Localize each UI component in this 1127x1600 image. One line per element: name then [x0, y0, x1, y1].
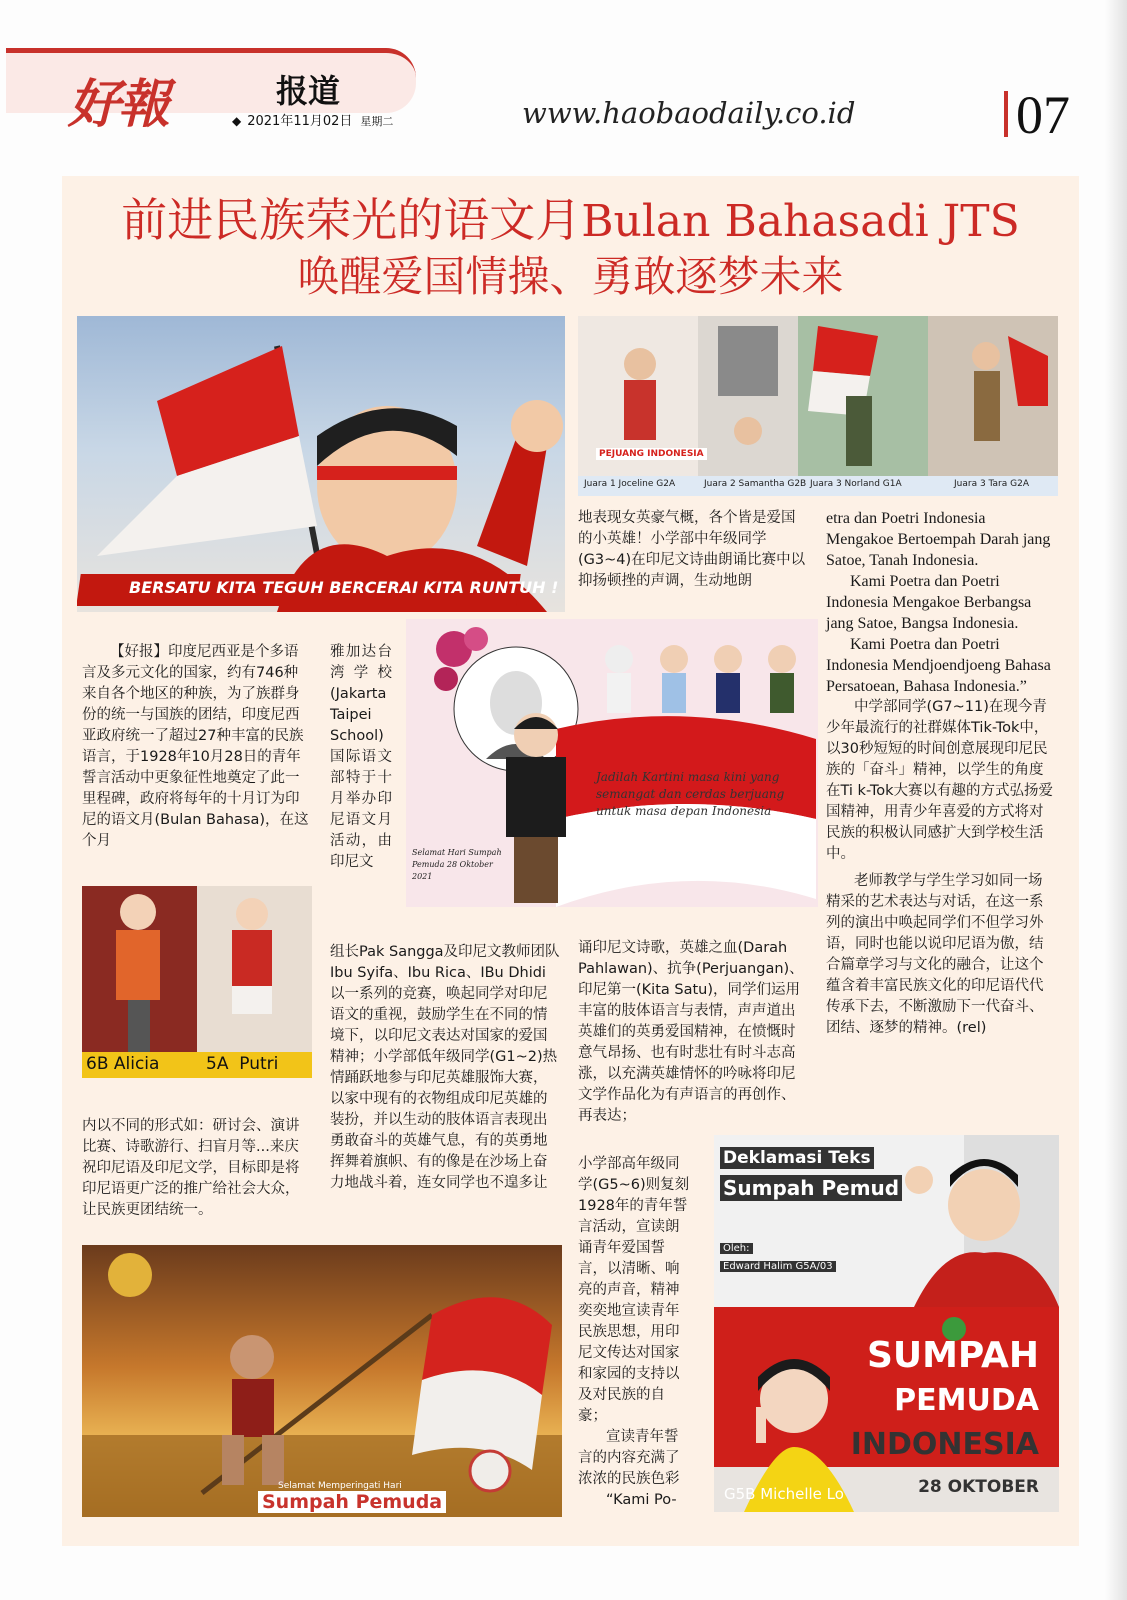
- text-col4: [826, 508, 1056, 1039]
- sumpah-name: G5B Michelle Lo: [724, 1485, 844, 1503]
- date-text: 2021年11月02日: [247, 114, 353, 129]
- field-big-text: Sumpah Pemuda: [258, 1491, 446, 1513]
- text-col3-mid: 诵印尼文诗歌，英雄之血(Darah Pahlawan)、抗争(Perjuangan)、印尼第一(Kita Satu)，同学们运用丰富的肢体语言与表情，声声道出英雄们的英勇爱国精神，在愤慨时意气昂扬、也有时悲壮有时斗志高涨，以充满英雄情怀的吟咏将印尼文学作品化为有声语言的再创作、再表达；: [578, 940, 804, 1124]
- sumpah-text-2: PEMUDA: [894, 1383, 1039, 1418]
- oath-line-1: etra dan Poetri Indonesia Mengakoe Bertoempah Darah jang Satoe, Tanah Indonesia.: [826, 510, 1051, 569]
- sumpah-date: 28 OKTOBER: [918, 1477, 1039, 1497]
- winner-label-3: Juara 3 Norland G1A: [810, 479, 902, 489]
- winners-illustration: [578, 316, 1058, 496]
- website-url[interactable]: www.haobaodaily.co.id: [522, 96, 856, 130]
- headline-latin: Bulan Bahasadi JTS: [581, 196, 1020, 247]
- page-number: [1004, 84, 1070, 146]
- sumpah-text-1: SUMPAH: [866, 1335, 1039, 1376]
- headline: [62, 184, 1079, 250]
- oath-line-2: Kami Poetra dan Poetri Indonesia Mengakoe Berbangsa jang Satoe, Bangsa Indonesia.: [826, 573, 1032, 632]
- sumpah-text-3: INDONESIA: [850, 1427, 1039, 1462]
- subheadline: 唤醒爱国情操、勇敢逐梦未来: [297, 252, 844, 301]
- field-small-text: Selamat Memperingati Hari: [278, 1481, 402, 1491]
- diamond-icon: ◆: [232, 114, 242, 128]
- page-number-bar: [1004, 91, 1008, 137]
- deklamasi-by: Edward Halim G5A/03: [720, 1261, 836, 1272]
- costumes-illustration: [82, 886, 312, 1078]
- photo-winners-collage: [578, 316, 1058, 496]
- winner-label-2: Juara 2 Samantha G2B: [704, 479, 807, 489]
- costume-caption-1: 6B Alicia: [86, 1054, 160, 1074]
- photo-hero-boy: [77, 316, 565, 612]
- text-col3-bottom-b: 宣读青年誓言的内容充满了浓浓的民族色彩: [578, 1429, 680, 1487]
- issue-date: [232, 110, 393, 129]
- text-col3-bottom: [578, 1154, 692, 1511]
- hero-banner-text: BERSATU KITA TEGUH BERCERAI KITA RUNTUH !: [129, 578, 559, 597]
- section-title: 报道: [276, 72, 341, 110]
- photo-costumes: [82, 886, 312, 1078]
- deklamasi-title-1: Deklamasi Teks: [720, 1147, 874, 1169]
- text-col4-para2: 老师教学与学生学习如同一场精采的艺术表达与对话，在这一系列的演出中唤起同学们不但学习外语，同时也能以说印尼语为傲，结合篇章学习与文化的融合，让这个蕴含着丰富民族文化的印尼语代代传承下去，不断激励下一代奋斗、团结、逐梦的精神。(rel): [826, 873, 1044, 1036]
- text-col2-narrow: 雅加达台湾学校(Jakarta Taipei School)国际语文部特于十月举办印尼语文月活动，由印尼文: [330, 644, 392, 870]
- text-col3-bottom-c: “Kami Po-: [606, 1492, 677, 1508]
- hero-illustration: [77, 316, 565, 612]
- text-col1-closing: 内以不同的形式如：研讨会、演讲比赛、诗歌游行、扫盲月等...来庆祝印尼语及印尼文学，目标即是将印尼语更广泛的推广给社会大众，让民族更团结统一。: [82, 1118, 300, 1218]
- page-edge-shadow: [1105, 0, 1127, 1600]
- newspaper-logo: 好報: [68, 74, 169, 135]
- kartini-greeting: Selamat Hari Sumpah Pemuda 28 Oktober 2021: [412, 848, 502, 881]
- winner-label-1: Juara 1 Joceline G2A: [584, 479, 676, 489]
- photo-kartini: [406, 619, 818, 907]
- text-col3-bottom-a: 小学部高年级同学(G5~6)则复刻1928年的青年誓言活动，宣读朗诵青年爱国誓言，以清晰、响亮的声音，精神奕奕地宣读青年民族思想，用印尼文传达对国家和家园的支持以及对民族的自豪；: [578, 1156, 690, 1424]
- text-col4-para1: 中学部同学(G7~11)在现今青少年最流行的社群媒体Tik-Tok中，以30秒短短的时间创意展现印尼民族的「奋斗」精神，以学生的角度在Ti k-Tok大赛以有趣的方式弘扬爱国精神，用青少年喜爱的方式将对民族的积极认同感扩大到学校生活中。: [826, 699, 1054, 862]
- winners-badge: PEJUANG INDONESIA: [596, 448, 707, 460]
- text-col1-intro: 【好报】印度尼西亚是个多语言及多元文化的国家，约有746种来自各个地区的种族，为了族群身份的统一与国族的团结，印度尼西亚政府统一了超过27种丰富的民族语言，于1928年10月28日的青年誓言活动中更象征性地奠定了此一里程碑，政府将每年的十月订为印尼的语文月(Bulan Bahasa)，在这个月: [82, 644, 309, 849]
- costume-caption-2: 5A Putri: [206, 1054, 279, 1074]
- headline-cn: 前进民族荣光的语文月: [121, 193, 582, 247]
- photo-wheat-field: [82, 1245, 562, 1517]
- photo-sumpah-pemuda: [714, 1307, 1059, 1512]
- page-number-text: 07: [1016, 85, 1070, 145]
- text-col2-wide: 组长Pak Sangga及印尼文教师团队Ibu Syifa、Ibu Rica、IBu Dhidi以一系列的竞赛，唤起同学对印尼语文的重视，鼓励学生在不同的情境下，以印尼文表达对国家的爱国精神；小学部低年级同学(G1~2)热情踊跃地参与印尼英雄服饰大赛，以家中现有的衣物组成印尼英雄的装扮，并以生动的肢体语言表现出勇敢奋斗的英雄气息，有的英勇地挥舞着旗帜、有的像是在沙场上奋力地战斗着，连女同学也不遑多让: [330, 944, 560, 1191]
- text-col3-top: 地表现女英豪气概，各个皆是爱国的小英雄！小学部中年级同学(G3~4)在印尼文诗曲朗诵比赛中以抑扬顿挫的声调，生动地朗: [578, 510, 806, 589]
- photo-deklamasi: [714, 1135, 1059, 1307]
- winner-label-4: Juara 3 Tara G2A: [954, 479, 1029, 489]
- oath-line-3: Kami Poetra dan Poetri Indonesia Mendjoendjoeng Bahasa Persatoean, Bahasa Indonesia.”: [826, 636, 1051, 695]
- deklamasi-title-2: Sumpah Pemud: [720, 1175, 902, 1201]
- kartini-script: Jadilah Kartini masa kini yang semangat dan cerdas berjuang untuk masa depan Indonesia: [596, 770, 785, 818]
- weekday-text: 星期二: [360, 115, 394, 128]
- deklamasi-by-label: Oleh:: [720, 1243, 753, 1254]
- wheat-field-illustration: [82, 1245, 562, 1517]
